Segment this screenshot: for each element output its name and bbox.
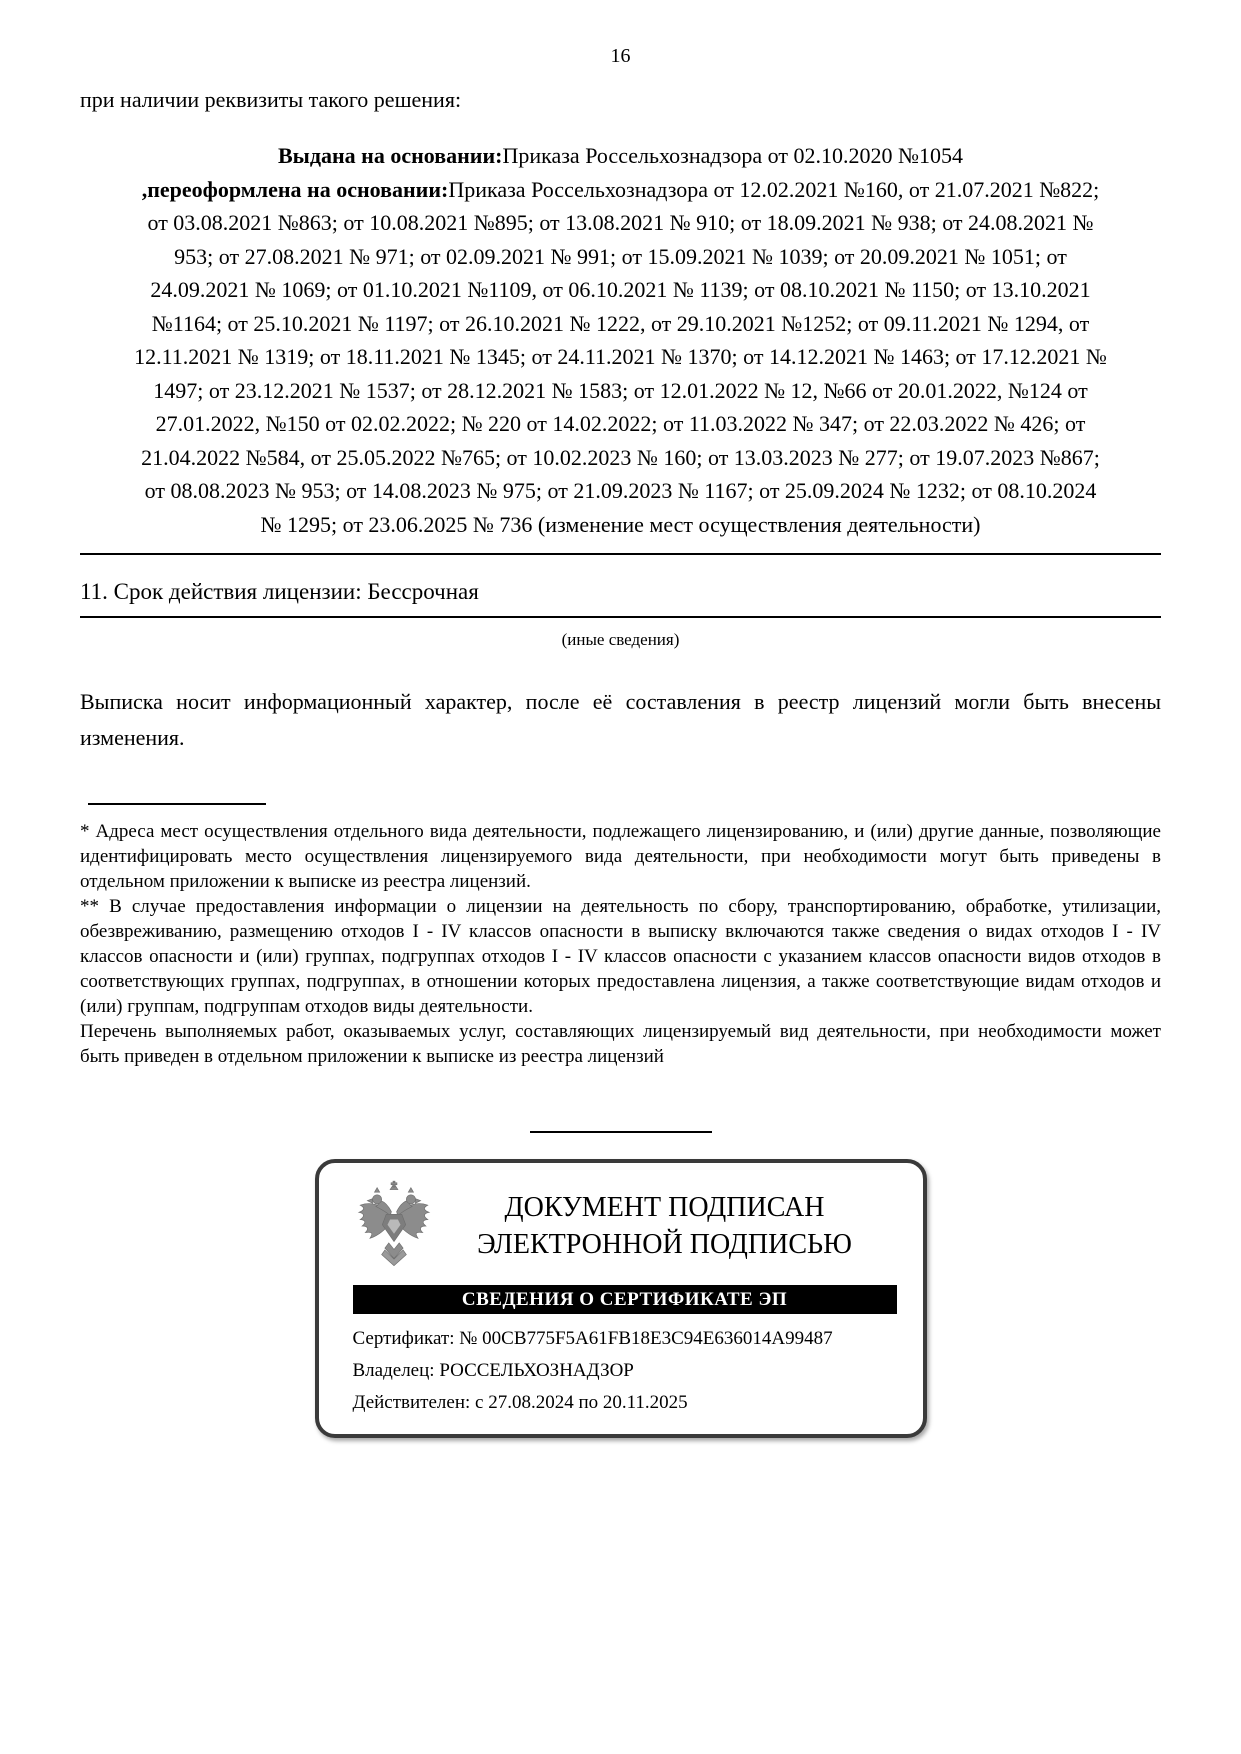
footnotes-block	[80, 819, 1161, 1069]
certificate-band: СВЕДЕНИЯ О СЕРТИФИКАТЕ ЭП	[353, 1285, 897, 1314]
cert-row-owner	[353, 1360, 897, 1382]
section-11-heading: 11. Срок действия лицензии: Бессрочная	[80, 579, 479, 604]
double-headed-eagle-icon	[355, 1179, 433, 1273]
stamp-title-line1: ДОКУМЕНТ ПОДПИСАН	[504, 1192, 825, 1223]
intro-paragraph: при наличии реквизиты такого решения:	[80, 87, 462, 112]
reissued-on-basis-value: Приказа Россельхознадзора от 12.02.2021 №160, от 21.07.2021 №822; от 03.08.2021 №863; от 10.08.2021 №895; от 13.08.2021 № 910; от 18.09.2021 № 938; от 24.08.2021 № 953; от 27.08.2021 № 971; от 02.09.2021 № 991; от 15.09.2021 № 1039; от 20.09.2021 № 1051; от 24.09.2021 № 1069; от 01.10.2021 №1109, от 06.10.2021 № 1139; от 08.10.2021 № 1150; от 13.10.2021 №1164; от 25.10.2021 № 1197; от 26.10.2021 № 1222, от 29.10.2021 №1252; от 09.11.2021 № 1294, от 12.11.2021 № 1319; от 18.11.2021 № 1345; от 24.11.2021 № 1370; от 14.12.2021 № 1463; от 17.12.2021 № 1497; от 23.12.2021 № 1537; от 28.12.2021 № 1583; от 12.01.2022 № 12, №66 от 20.01.2022, №124 от 27.01.2022, №150 от 02.02.2022; № 220 от 14.02.2022; от 11.03.2022 № 347; от 22.03.2022 № 426; от 21.04.2022 №584, от 25.05.2022 №765; от 10.02.2023 № 160; от 13.03.2023 № 277; от 19.07.2023 №867; от 08.08.2023 № 953; от 14.08.2023 № 975; от 21.09.2023 № 1167; от 25.09.2024 № 1232; от 08.10.2024 № 1295; от 23.06.2025 № 736 (изменение мест осуществления деятельности)	[134, 176, 1107, 537]
footnote-2: ** В случае предоставления информации о лицензии на деятельность по сбору, транспортированию, обработке, утилизации, обезвреживанию, размещению отходов I - IV классов опасности в выписку включаются также сведения о видах отходов I - IV классов опасности и (или) группах, подгруппах отходов I - IV классов опасности с указанием классов опасности видов отходов в соответствующих группах, подгруппах, в отношении которых предоставлена лицензия, а также соответствующие видам отходов и (или) группам, подгруппам отходов виды деятельности.	[80, 896, 1161, 1017]
horizontal-rule-section	[80, 616, 1161, 618]
footnote-1: * Адреса мест осуществления отдельного вида деятельности, подлежащего лицензированию, и (или) другие данные, позволяющие идентифицировать место осуществления лицензируемого вида деятельности, при необходимости могут быть приведены в отдельном приложении к выписке из реестра лицензий.	[80, 821, 1161, 892]
disclaimer-paragraph: Выписка носит информационный характер, после её составления в реестр лицензий могли быть внесены изменения.	[80, 689, 1161, 750]
issuance-paragraph	[80, 139, 1161, 541]
footnote-3: Перечень выполняемых работ, оказываемых услуг, составляющих лицензируемый вид деятельности, при необходимости может быть приведен в отдельном приложении к выписке из реестра лицензий	[80, 1021, 1161, 1067]
stamp-title-line2: ЭЛЕКТРОННОЙ ПОДПИСЬЮ	[477, 1229, 852, 1260]
horizontal-rule-top	[80, 553, 1161, 555]
issuance-line1	[80, 139, 1161, 173]
reissued-on-basis-label: ,переоформлена на основании:	[141, 176, 449, 202]
stamp-header	[319, 1179, 923, 1273]
valid-value: с 27.08.2024 по 20.11.2025	[475, 1392, 688, 1413]
footnote-separator	[88, 803, 266, 805]
cert-row-valid	[353, 1392, 897, 1414]
certificate-details	[319, 1314, 923, 1414]
owner-value: РОССЕЛЬХОЗНАДЗОР	[439, 1360, 634, 1381]
owner-label: Владелец:	[352, 1360, 435, 1381]
cert-row-certificate	[353, 1328, 897, 1350]
cert-value: № 00CB775F5A61FB18E3C94E636014A99487	[459, 1328, 833, 1349]
center-separator	[530, 1131, 712, 1133]
other-info-note: (иные сведения)	[561, 630, 680, 649]
signature-stamp	[315, 1159, 927, 1438]
issued-on-basis-value: Приказа Россельхознадзора от 02.10.2020 №1054	[502, 143, 963, 168]
stamp-title	[433, 1189, 897, 1263]
issuance-continuation	[133, 173, 1108, 542]
issued-on-basis-label: Выдана на основании:	[277, 143, 503, 168]
cert-label: Сертификат:	[352, 1328, 455, 1349]
valid-label: Действителен:	[352, 1392, 471, 1413]
page-number: 16	[610, 45, 631, 67]
